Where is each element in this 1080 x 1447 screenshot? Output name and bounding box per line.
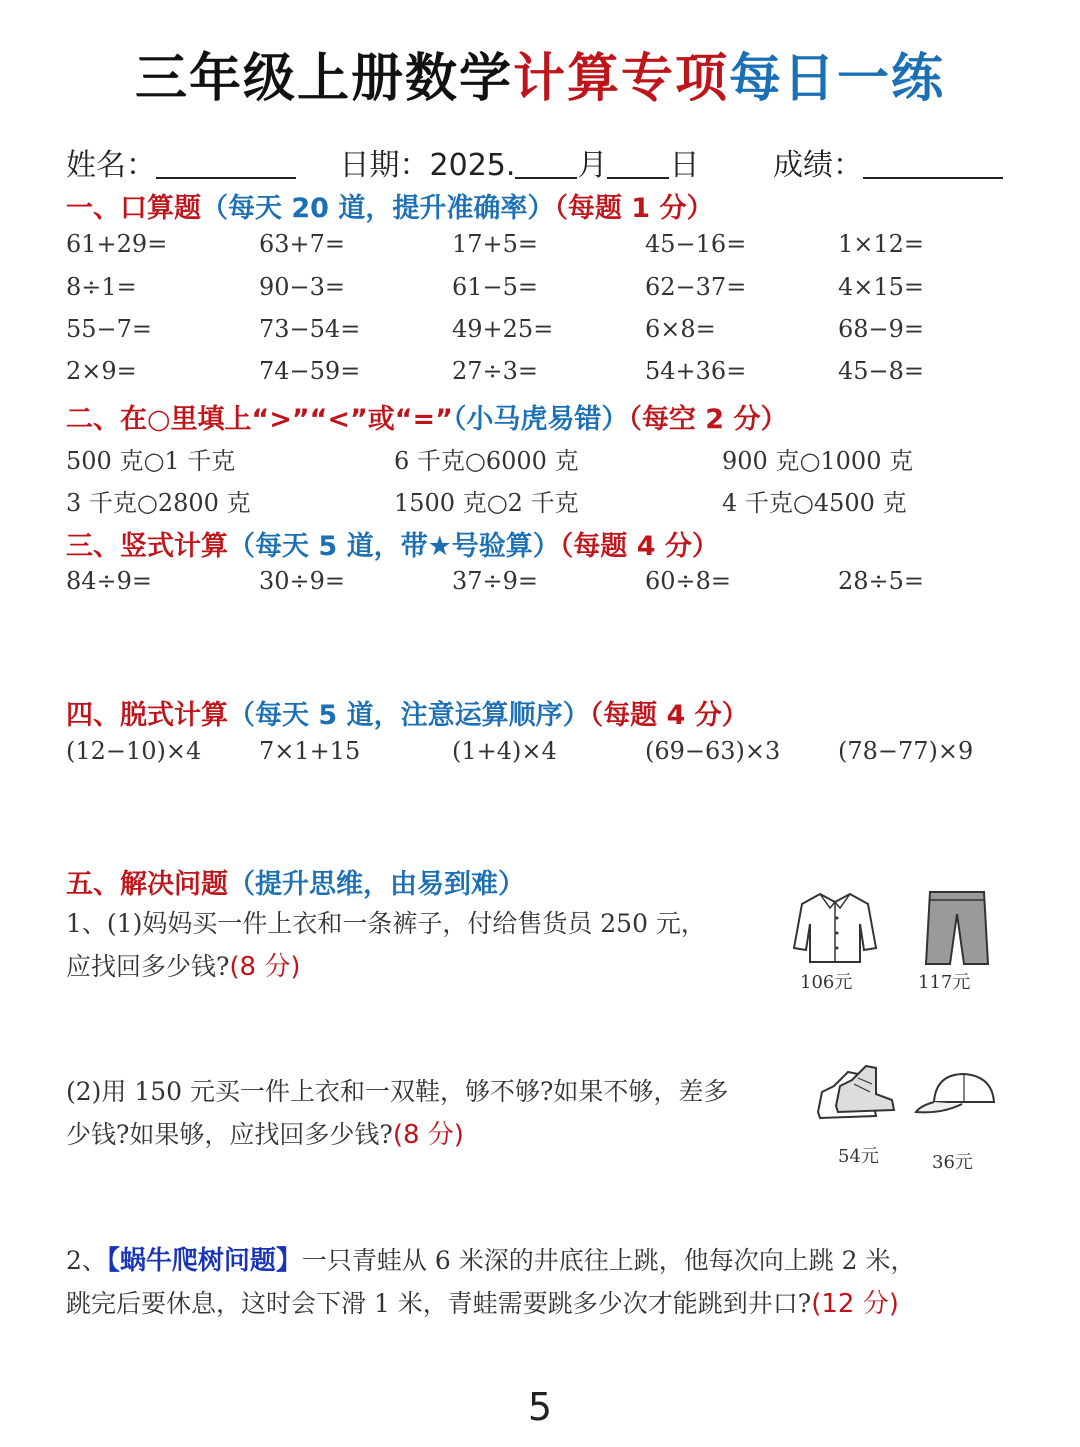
shoes-icon (814, 1062, 898, 1122)
section-3-score: （每题 4 分） (559, 531, 719, 562)
vertical-problem: 60÷8= (645, 567, 732, 595)
oral-problem: 49+25= (452, 315, 554, 343)
section-1-score: （每题 1 分） (554, 193, 714, 224)
problem-1a-score: (8 分) (229, 952, 301, 982)
oral-problem: 6×8= (645, 315, 716, 343)
score-blank[interactable] (863, 149, 1003, 179)
section-3-heading (66, 524, 719, 563)
problem-2-number: 2、 (66, 1246, 107, 1275)
section-4-note: （每天 5 道，注意运算顺序） (228, 700, 590, 731)
compare-item: 3 千克○2800 克 (66, 489, 251, 517)
problem-1b-text: 少钱?如果够，应找回多少钱? (66, 1120, 393, 1149)
date-label: 日期：2025. (339, 148, 516, 183)
section-2-score: （每空 2 分） (628, 404, 788, 435)
oral-problem: 27÷3= (452, 357, 539, 385)
compare-item: 900 克○1000 克 (722, 447, 914, 475)
step-problem: 7×1+15 (259, 737, 361, 765)
problem-2-text-1: 一只青蛙从 6 米深的井底往上跳，他每次向上跳 2 米， (301, 1246, 916, 1275)
shoes-price: 54元 (838, 1146, 879, 1167)
month-blank[interactable] (515, 149, 577, 179)
section-4-score: （每题 4 分） (589, 700, 749, 731)
step-problem: (69−63)×3 (645, 737, 781, 765)
oral-problem: 90−3= (259, 273, 346, 301)
problem-1a-line-1: 1、(1)妈妈买一件上衣和一条裤子，付给售货员 250 元， (66, 909, 706, 938)
oral-problem: 45−16= (645, 230, 747, 258)
oral-problem: 61−5= (452, 273, 539, 301)
oral-problem: 1×12= (838, 230, 925, 258)
shirt-price: 106元 (800, 972, 853, 993)
step-problem: (78−77)×9 (838, 737, 974, 765)
problem-1a-text: 应找回多少钱? (66, 952, 230, 981)
section-4-title: 四、脱式计算 (66, 700, 228, 731)
step-calc-row (66, 737, 1046, 777)
problem-2-text-2: 跳完后要休息，这时会下滑 1 米，青蛙需要跳多少次才能跳到井口? (66, 1289, 812, 1318)
circle-blank-icon[interactable]: ○ (799, 447, 821, 475)
section-3-note: （每天 5 道，带★号验算） (228, 531, 560, 562)
page-number: 5 (527, 1385, 553, 1429)
section-5-note: （提升思维，由易到难） (228, 869, 525, 900)
shirt-icon (790, 888, 880, 968)
compare-item: 6 千克○6000 克 (394, 447, 579, 475)
section-3-title: 三、竖式计算 (66, 531, 228, 562)
problem-2-tag: 【蜗牛爬树问题】 (106, 1246, 302, 1276)
title-part-grade: 三年级上册数学 (134, 49, 513, 109)
oral-problem: 73−54= (259, 315, 361, 343)
oral-problem: 54+36= (645, 357, 747, 385)
vertical-problem: 30÷9= (259, 567, 346, 595)
student-info-line (66, 140, 1003, 184)
step-problem: (1+4)×4 (452, 737, 557, 765)
name-blank[interactable] (156, 149, 296, 179)
circle-blank-icon[interactable]: ○ (136, 489, 158, 517)
section-5-title: 五、解决问题 (66, 869, 228, 900)
oral-problem: 62−37= (645, 273, 747, 301)
cap-price: 36元 (932, 1152, 973, 1173)
name-label: 姓名： (66, 148, 156, 183)
vertical-problem: 28÷5= (838, 567, 925, 595)
oral-problem: 45−8= (838, 357, 925, 385)
oral-problem: 61+29= (66, 230, 168, 258)
oral-problem: 17+5= (452, 230, 539, 258)
compare-item: 4 千克○4500 克 (722, 489, 907, 517)
oral-problem: 4×15= (838, 273, 925, 301)
section-1-heading (66, 186, 713, 225)
step-problem: (12−10)×4 (66, 737, 202, 765)
section-1-note: （每天 20 道，提升准确率） (201, 193, 555, 224)
problem-1b-score: (8 分) (392, 1120, 464, 1150)
problem-2-score: (12 分) (811, 1289, 899, 1319)
vertical-calc-row (66, 567, 1046, 607)
oral-problem: 74−59= (259, 357, 361, 385)
circle-blank-icon[interactable]: ○ (464, 447, 486, 475)
section-2-note: （小马虎易错） (452, 404, 629, 435)
pants-icon (922, 888, 992, 968)
oral-problem: 63+7= (259, 230, 346, 258)
problem-1a-line-2 (66, 946, 301, 983)
section-4-heading (66, 693, 749, 732)
compare-item: 1500 克○2 千克 (394, 489, 579, 517)
section-2-title: 二、在○里填上“>”“<”或“=” (66, 404, 453, 435)
oral-row-1 (66, 230, 1046, 270)
problem-2-line-1 (66, 1240, 916, 1277)
oral-problem: 68−9= (838, 315, 925, 343)
compare-row-2 (66, 483, 1046, 523)
score-label: 成绩： (772, 148, 863, 183)
section-2-heading (66, 397, 788, 436)
compare-row-1 (66, 441, 1046, 481)
section-5-heading (66, 862, 525, 901)
day-blank[interactable] (607, 149, 669, 179)
oral-row-3 (66, 315, 1046, 355)
problem-2-line-2 (66, 1283, 899, 1320)
day-label: 日 (669, 148, 700, 183)
vertical-problem: 84÷9= (66, 567, 153, 595)
oral-problem: 8÷1= (66, 273, 137, 301)
oral-row-2 (66, 273, 1046, 313)
section-1-title: 一、口算题 (66, 193, 201, 224)
oral-row-4 (66, 357, 1046, 397)
circle-blank-icon[interactable]: ○ (792, 489, 814, 517)
title-part-daily: 每日一练 (729, 49, 946, 109)
month-label: 月 (577, 148, 608, 183)
page-title (0, 36, 1080, 111)
oral-problem: 55−7= (66, 315, 153, 343)
problem-1b-line-2 (66, 1114, 464, 1151)
vertical-problem: 37÷9= (452, 567, 539, 595)
problem-1b-line-1: (2)用 150 元买一件上衣和一双鞋，够不够?如果不够，差多 (66, 1077, 729, 1106)
circle-blank-icon[interactable]: ○ (143, 447, 165, 475)
pants-price: 117元 (918, 972, 971, 993)
title-part-topic: 计算专项 (512, 49, 729, 109)
oral-problem: 2×9= (66, 357, 137, 385)
compare-item: 500 克○1 千克 (66, 447, 236, 475)
circle-blank-icon[interactable]: ○ (486, 489, 508, 517)
cap-icon (912, 1068, 1002, 1118)
